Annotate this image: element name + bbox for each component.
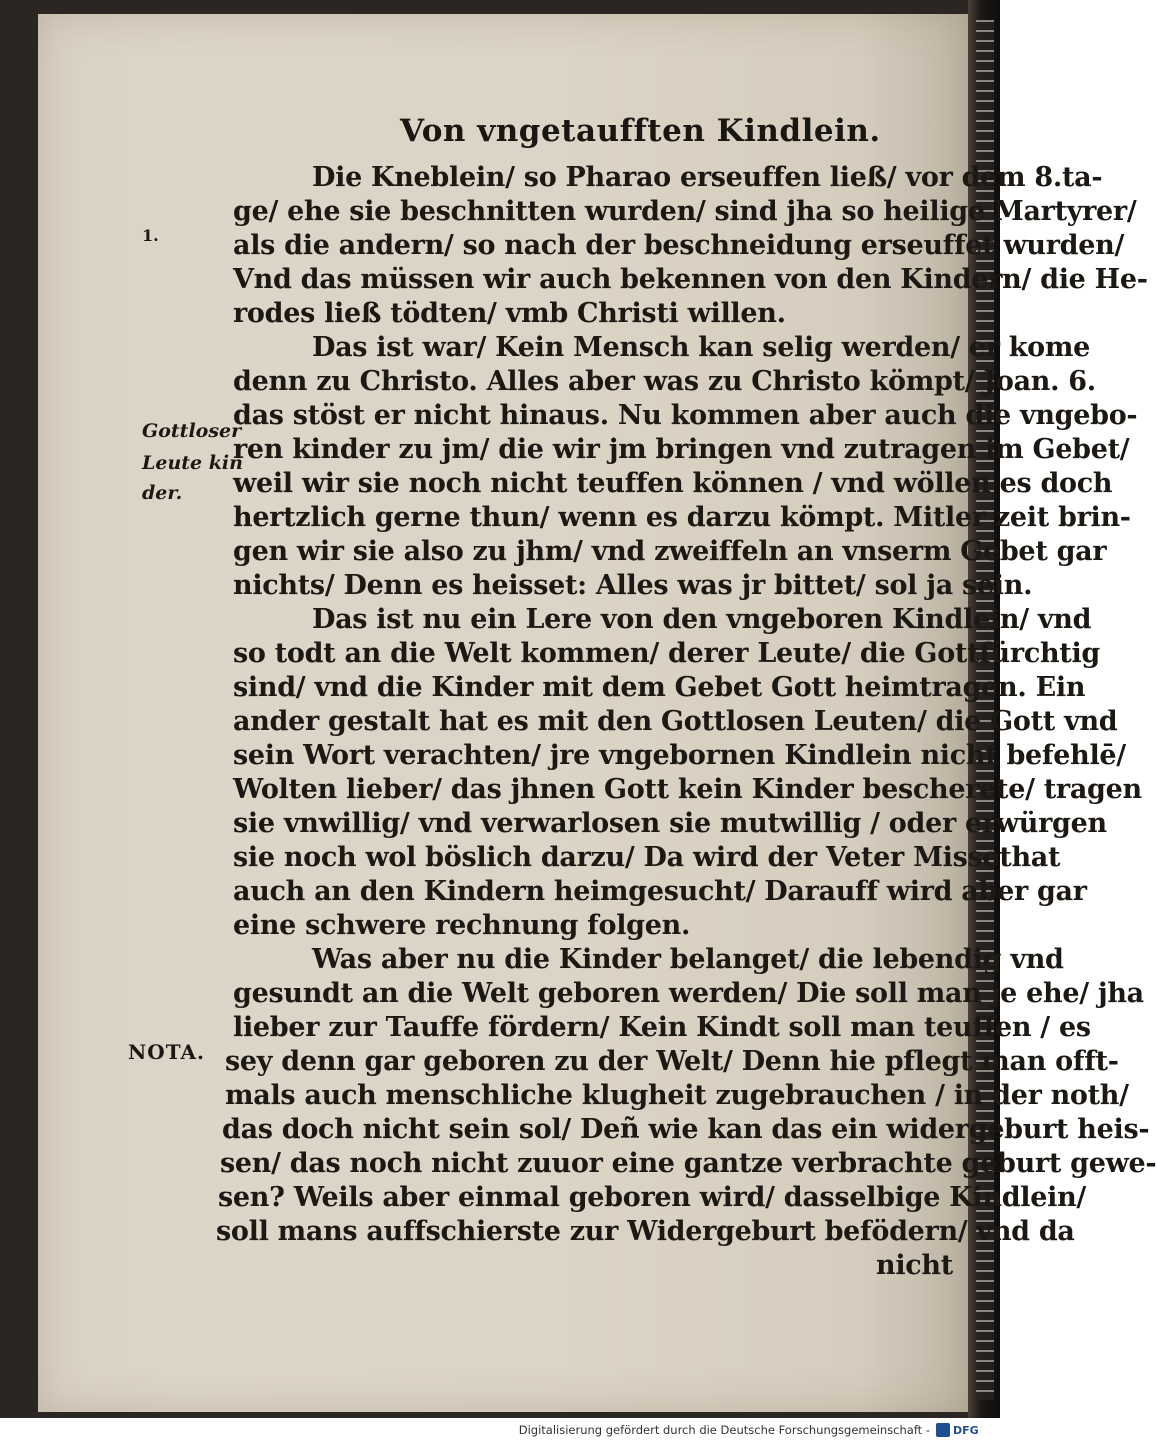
digitization-footer bbox=[0, 1418, 1000, 1444]
text-line: sind/ vnd die Kinder mit dem Gebet Gott heimtragen. Ein bbox=[233, 672, 1086, 703]
text-line: sen/ das noch nicht zuuor eine gantze verbrachte geburt gewe- bbox=[220, 1148, 1156, 1179]
text-line: soll mans auffschierste zur Widergeburt befödern/ vnd da bbox=[216, 1216, 1075, 1247]
text-line: das stöst er nicht hinaus. Nu kommen aber auch die vngebo- bbox=[233, 400, 1138, 431]
text-line: lieber zur Tauffe fördern/ Kein Kindt soll man teuffen / es bbox=[233, 1012, 1091, 1043]
catchword: nicht bbox=[876, 1250, 953, 1281]
text-line: gen wir sie also zu jhm/ vnd zweiffeln an vnserm Gebet gar bbox=[233, 536, 1107, 567]
margin-note-line: Leute kin bbox=[142, 452, 243, 474]
text-line: sein Wort verachten/ jre vngebornen Kindlein nicht befehlē/ bbox=[233, 740, 1126, 771]
text-line: sen? Weils aber einmal geboren wird/ dasselbige Kindlein/ bbox=[218, 1182, 1086, 1213]
margin-note-line: Gottloser bbox=[142, 420, 242, 442]
text-line: ander gestalt hat es mit den Gottlosen Leuten/ die Gott vnd bbox=[233, 706, 1118, 737]
text-line: nichts/ Denn es heisset: Alles was jr bittet/ sol ja sein. bbox=[233, 570, 1033, 601]
text-line: mals auch menschliche klugheit zugebrauchen / in der noth/ bbox=[225, 1080, 1129, 1111]
margin-note-line: der. bbox=[142, 482, 183, 504]
text-line: ge/ ehe sie beschnitten wurden/ sind jha so heilige Martyrer/ bbox=[233, 196, 1137, 227]
text-line: auch an den Kindern heimgesucht/ Darauff wird aber gar bbox=[233, 876, 1087, 907]
dfg-logo-icon bbox=[936, 1423, 950, 1437]
dfg-logo-text: DFG bbox=[953, 1423, 979, 1437]
margin-mark: 1. bbox=[142, 226, 159, 245]
text-line: Was aber nu die Kinder belanget/ die lebendig vnd bbox=[312, 944, 1064, 975]
text-line: so todt an die Welt kommen/ derer Leute/ die Gottfürchtig bbox=[233, 638, 1100, 669]
text-line: gesundt an die Welt geboren werden/ Die soll man je ehe/ jha bbox=[233, 978, 1144, 1009]
text-line: weil wir sie noch nicht teuffen können / vnd wöllen es doch bbox=[233, 468, 1113, 499]
text-line: sey denn gar geboren zu der Welt/ Denn hie pflegt man offt- bbox=[225, 1046, 1119, 1077]
margin-nota: NOTA. bbox=[128, 1040, 205, 1064]
funding-notice: Digitalisierung gefördert durch die Deutsche Forschungsgemeinschaft - bbox=[518, 1423, 930, 1437]
text-line: das doch nicht sein sol/ Deñ wie kan das ein widergeburt heis- bbox=[222, 1114, 1150, 1145]
text-line: denn zu Christo. Alles aber was zu Christo kömpt/ Joan. 6. bbox=[233, 366, 1096, 397]
text-line: Das ist nu ein Lere von den vngeboren Kindlein/ vnd bbox=[312, 604, 1092, 635]
page-heading: Von vngetaufften Kindlein. bbox=[400, 113, 881, 149]
text-line: Die Kneblein/ so Pharao erseuffen ließ/ vor dem 8.ta- bbox=[312, 162, 1103, 193]
dfg-logo bbox=[936, 1421, 990, 1439]
text-line: als die andern/ so nach der beschneidung erseuffet wurden/ bbox=[233, 230, 1125, 261]
text-line: sie vnwillig/ vnd verwarlosen sie mutwillig / oder erwürgen bbox=[233, 808, 1107, 839]
text-line: Wolten lieber/ das jhnen Gott kein Kinder bescherete/ tragen bbox=[233, 774, 1142, 805]
text-line: ren kinder zu jm/ die wir jm bringen vnd zutragen im Gebet/ bbox=[233, 434, 1130, 465]
text-line: sie noch wol böslich darzu/ Da wird der Veter Missethat bbox=[233, 842, 1061, 873]
text-line: rodes ließ tödten/ vmb Christi willen. bbox=[233, 298, 786, 329]
text-line: eine schwere rechnung folgen. bbox=[233, 910, 691, 941]
text-line: hertzlich gerne thun/ wenn es darzu kömpt. Mitler zeit brin- bbox=[233, 502, 1131, 533]
text-line: Vnd das müssen wir auch bekennen von den Kindern/ die He- bbox=[233, 264, 1148, 295]
text-line: Das ist war/ Kein Mensch kan selig werden/ er kome bbox=[312, 332, 1091, 363]
